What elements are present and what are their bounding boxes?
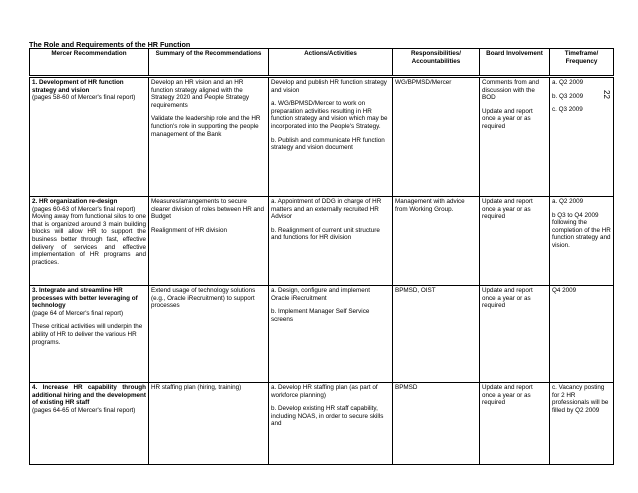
recommendation-title: 1. Development of HR function strategy and vision xyxy=(32,79,124,94)
recommendation-reference: (page 64 of Mercer's final report) xyxy=(32,309,124,317)
board-involvement-cell xyxy=(480,383,550,465)
action-text: b. Develop existing HR staff capability, including NOAS, in order to secure skills and xyxy=(271,405,384,428)
timeframe-text: b. Q3 2009 xyxy=(552,92,584,100)
board-involvement-cell xyxy=(480,197,550,286)
responsibility-cell: BPMSD, OIST xyxy=(393,286,480,383)
header-actions: Actions/Activities xyxy=(269,49,393,76)
timeframe-cell xyxy=(550,197,614,286)
actions-cell xyxy=(269,286,393,383)
recommendation-cell xyxy=(30,78,149,197)
action-text: a. WG/BPMSD/Mercer to work on preparation activities resulting in HR function strategy and vision which may be incorporated into the People's Strategy. xyxy=(271,100,388,130)
table-row xyxy=(30,383,614,465)
page-number: 22 xyxy=(602,90,611,99)
table-header-row xyxy=(30,49,614,76)
recommendation-title: 3. Integrate and streamline HR processes with better leveraging of technology xyxy=(32,287,138,310)
action-text: b. Implement Manager Self Service screens xyxy=(271,308,370,323)
header-mercer-recommendation: Mercer Recommendation xyxy=(30,49,149,76)
timeframe-text: Q4 2009 xyxy=(552,287,577,294)
summary-text: Develop an HR vision and an HR function strategy aligned with the Strategy 2020 and People Strategy requirements xyxy=(151,79,250,109)
recommendation-cell xyxy=(30,286,149,383)
responsibility-cell: WG/BPMSD/Mercer xyxy=(393,78,480,197)
summary-cell xyxy=(149,383,269,465)
action-text: b. Realignment of current unit structure and functions for HR division xyxy=(271,226,380,242)
timeframe-text: c. Q3 2009 xyxy=(552,106,583,114)
action-text: Develop and publish HR function strategy and vision xyxy=(271,79,387,94)
summary-text: Realignment of HR division xyxy=(151,226,227,234)
responsibility-cell: Management with advice from Working Group. xyxy=(393,197,480,286)
timeframe-cell xyxy=(550,78,614,197)
recommendation-body: These critical activities will underpin the ability of HR to deliver the various HR programs. xyxy=(32,323,143,346)
table-row xyxy=(30,286,614,383)
table-row xyxy=(30,78,614,197)
board-text: Update and report once a year or as required xyxy=(482,107,533,130)
timeframe-text: a. Q2 2009 xyxy=(552,79,584,86)
table-row xyxy=(30,197,614,286)
board-text: Update and report once a year or as required xyxy=(482,198,533,221)
timeframe-text: c. Vacancy posting for 2 HR professionals will be filled by Q2 2009 xyxy=(552,384,609,414)
action-text: a. Appointment of DDG in charge of HR matters and an externally recruited HR Advisor xyxy=(271,198,382,221)
recommendation-cell xyxy=(30,383,149,465)
responsibility-text: BPMSD xyxy=(395,384,418,391)
board-involvement-cell xyxy=(480,78,550,197)
timeframe-text: a. Q2 2009 xyxy=(552,198,584,205)
recommendation-reference: (pages 64-65 of Mercer's final report) xyxy=(32,406,136,414)
recommendation-body: Moving away from functional silos to one that is organized around 3 main building blocks will allow HR to support the business better through fast, effective delivery of services and effective implementation of HR programs and practices. xyxy=(32,213,146,266)
board-involvement-cell xyxy=(480,286,550,383)
board-text: Update and report once a year or as required xyxy=(482,384,533,407)
summary-cell xyxy=(149,286,269,383)
timeframe-cell xyxy=(550,383,614,465)
header-responsibilities: Responsibilities/ Accountabilities xyxy=(393,49,480,76)
timeframe-cell xyxy=(550,286,614,383)
page-title: The Role and Requirements of the HR Function xyxy=(29,40,191,49)
board-text: Comments from and discussion with the BOD xyxy=(482,79,540,102)
action-text: a. Design, configure and implement Oracle iRecruitment xyxy=(271,287,371,302)
timeframe-text: b Q3 to Q4 2009 following the completion of the HR function strategy and vision. xyxy=(552,211,611,249)
summary-text: Measures/arrangements to secure clearer division of roles between HR and Budget xyxy=(151,198,265,221)
actions-cell xyxy=(269,78,393,197)
recommendation-cell xyxy=(30,197,149,286)
summary-text: Extend usage of technology solutions (e.g., Oracle iRecruitment) to support processes xyxy=(151,287,256,310)
actions-cell xyxy=(269,383,393,465)
board-text: Update and report once a year or as required xyxy=(482,287,533,310)
action-text: a. Develop HR staffing plan (as part of workforce planning) xyxy=(271,384,378,399)
summary-text: Validate the leadership role and the HR function's role in supporting the people management of the Bank xyxy=(151,115,261,138)
summary-cell xyxy=(149,78,269,197)
header-summary: Summary of the Recommendations xyxy=(149,49,269,76)
header-timeframe: Timeframe/ Frequency xyxy=(550,49,614,76)
responsibility-cell xyxy=(393,383,480,465)
actions-cell xyxy=(269,197,393,286)
header-board-involvement: Board Involvement xyxy=(480,49,550,76)
hr-requirements-table xyxy=(29,48,614,465)
recommendation-reference: (pages 58-60 of Mercer's final report) xyxy=(32,94,136,102)
recommendation-title: 4. Increase HR capability through additional hiring and the development of existing HR staff xyxy=(32,384,146,407)
summary-text: HR staffing plan (hiring, training) xyxy=(151,384,242,391)
recommendation-title: 2. HR organization re-design xyxy=(32,198,118,205)
summary-cell xyxy=(149,197,269,286)
action-text: b. Publish and communicate HR function strategy and vision document xyxy=(271,136,385,152)
recommendation-reference: (pages 60-63 of Mercer's final report) xyxy=(32,205,136,213)
